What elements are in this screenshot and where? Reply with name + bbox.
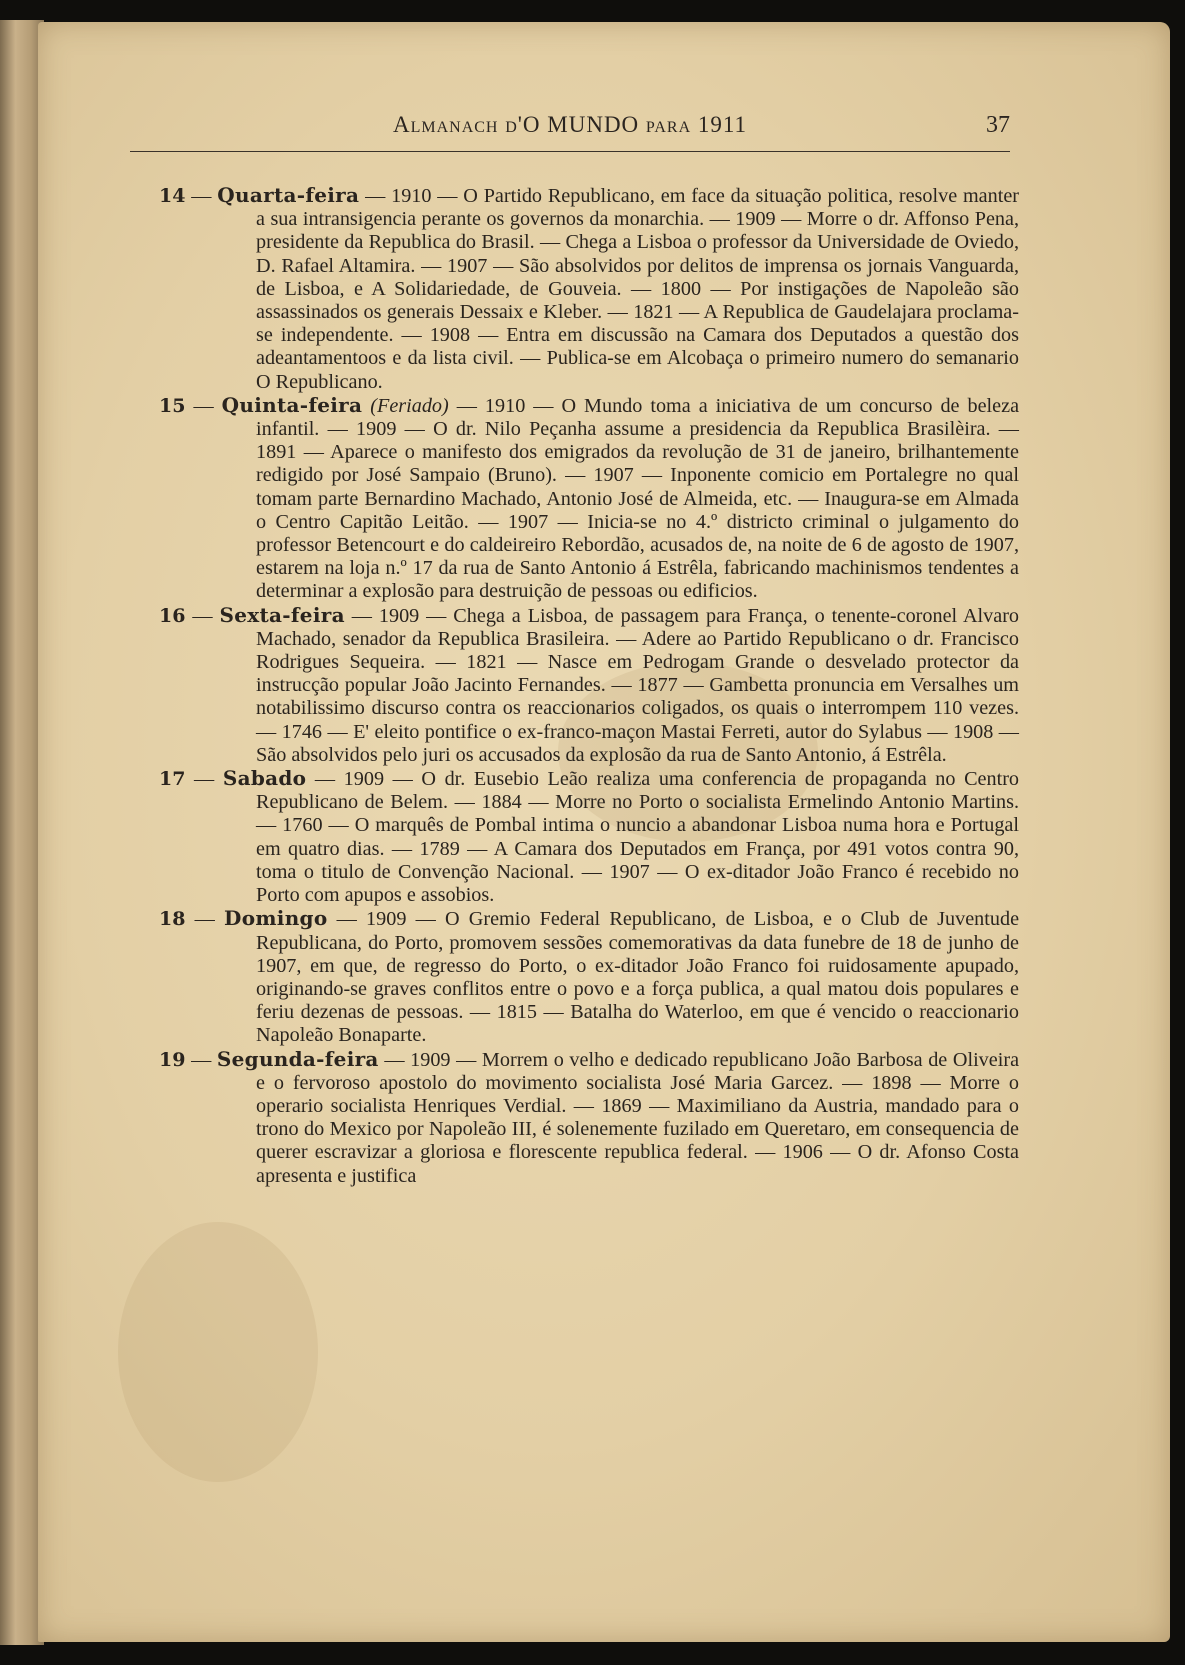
entry-19: 19 — Segunda-feira — 1909 — Morrem o velho e dedicado republicano João Barbosa de Oliveira e o fervoroso apostolo do movimento socialista José Maria Garcez. — 1898 — Morre o operario socialista Henriques Verdial. — 1869 — Maximiliano da Austria, mandado para o trono do Mexico por Napoleão III, é solenemente fuzilado em Queretaro, em consequencia de querer escravizar a gloriosa e florescente republica federal. — 1906 — O dr. Afonso Costa apresenta e justifica (159, 1046, 1020, 1187)
almanac-entries (159, 184, 1019, 1188)
entry-day-number: 16 (159, 604, 186, 627)
header-title: Almanach d'O MUNDO para 1911 (392, 112, 748, 137)
entry-17: 17 — Sabado — 1909 — O dr. Eusebio Leão realiza uma conferencia de propaganda no Centro Republicano de Belem. — 1884 — Morre no Porto o socialista Ermelindo Antonio Martins. — 1760 — O marquês de Pombal intima o nuncio a abandonar Lisboa numa hora e Portugal em quatro dias. — 1789 — A Camara dos Deputados em França, por 491 votos contra 90, toma o titulo de Convenção Nacional. — 1907 — O ex-ditador João Franco é recebido no Porto com apupos e assobios. (159, 766, 1020, 907)
entry-day-number: 19 (159, 1048, 186, 1071)
entry-text: — 1909 — Chega a Lisboa, de passagem para França, o tenente-coronel Alvaro Machado, senador da Republica Brasileira. — Adere ao Partido Republicano o dr. Francisco Rodrigues Sequeira. — 1821 — Nasce em Pedrogam Grande o desvelado protector da instrucção popular João Jacinto Fernandes. — 1877 — Gambetta pronuncia em Versalhes um notabilissimo discurso contra os reaccionarios coligados, os quais o interrompem 110 vezes. — 1746 — E' eleito pontifice o ex-franco-maçon Mastai Ferreti, autor do Sylabus — 1908 — São absolvidos pelo juri os accusados da explosão da rua de Santo Antonio, á Estrêla. (256, 604, 1020, 766)
page-number: 37 (986, 112, 1010, 138)
entry-day-number: 14 (159, 185, 186, 207)
entry-weekday: Quinta-feira (221, 392, 363, 417)
entry-day-number: 18 (159, 908, 186, 931)
entry-weekday: Sexta-feira (219, 602, 345, 627)
entry-weekday: Quarta-feira (217, 183, 360, 207)
entry-weekday: Sabado (222, 766, 307, 791)
running-header (130, 112, 1010, 148)
entry-text: — 1910 — O Partido Republicano, em face da situação politica, resolve manter a sua intransigencia perante os governos da monarchia. — 1909 — Morre o dr. Affonso Pena, presidente da Republica do Brasil. — Chega a Lisboa o professor da Universidade de Oviedo, D. Rafael Altamira. — 1907 — São absolvidos por delitos de imprensa os jornais Vanguarda, de Lisboa, e A Solidariedade, de Gouveia. — 1800 — Por instigações de Napoleão são assassinados os generais Dessaix e Kleber. — 1821 — A Republica de Gaudelajara proclama-se independente. — 1908 — Entra em discussão na Camara dos Deputados a questão dos adeantamentoos e da lista civil. — Publica-se em Alcobaça o primeiro numero do semanario O Republicano. (256, 185, 1020, 393)
entry-day-number: 17 (159, 768, 186, 791)
entry-text: — 1909 — O dr. Eusebio Leão realiza uma conferencia de propaganda no Centro Republicano de Belem. — 1884 — Morre no Porto o socialista Ermelindo Antonio Martins. — 1760 — O marquês de Pombal intima o nuncio a abandonar Lisboa numa hora e Portugal em quatro dias. — 1789 — A Camara dos Deputados em França, por 491 votos contra 90, toma o titulo de Convenção Nacional. — 1907 — O ex-ditador João Franco é recebido no Porto com apupos e assobios. (256, 768, 1020, 907)
header-rule (130, 151, 1010, 152)
entry-text: — 1909 — Morrem o velho e dedicado republicano João Barbosa de Oliveira e o fervoroso apostolo do movimento socialista José Maria Garcez. — 1898 — Morre o operario socialista Henriques Verdial. — 1869 — Maximiliano da Austria, mandado para o trono do Mexico por Napoleão III, é solenemente fuzilado em Queretaro, em consequencia de querer escravizar a gloriosa e florescente republica federal. — 1906 — O dr. Afonso Costa apresenta e justifica (256, 1048, 1020, 1187)
entry-day-number: 15 (159, 394, 186, 417)
entry-18: 18 — Domingo — 1909 — O Gremio Federal Republicano, de Lisboa, e o Club de Juventude Republicana, do Porto, promovem sessões comemorativas da data funebre de 18 de junho de 1907, em que, de regresso do Porto, o ex-ditador João Franco foi ruidosamente apupado, originando-se graves conflitos entre o povo e a força publica, a qual matou dois populares e feriu dezenas de pessoas. — 1815 — Batalha do Waterloo, em que é vencido o reaccionario Napoleão Bonaparte. (159, 906, 1020, 1047)
entry-14: 14 — Quarta-feira — 1910 — O Partido Republicano, em face da situação politica, resolve manter a sua intransigencia perante os governos da monarchia. — 1909 — Morre o dr. Affonso Pena, presidente da Republica do Brasil. — Chega a Lisboa o professor da Universidade de Oviedo, D. Rafael Altamira. — 1907 — São absolvidos por delitos de imprensa os jornais Vanguarda, de Lisboa, e A Solidariedade, de Gouveia. — 1800 — Por instigações de Napoleão são assassinados os generais Dessaix e Kleber. — 1821 — A Republica de Gaudelajara proclama-se independente. — 1908 — Entra em discussão na Camara dos Deputados a questão dos adeantamentoos e da lista civil. — Publica-se em Alcobaça o primeiro numero do semanario O Republicano. (159, 183, 1020, 393)
entry-weekday: Segunda-feira (216, 1046, 379, 1071)
entry-weekday: Domingo (224, 906, 328, 931)
entry-15: 15 — Quinta-feira (Feriado) — 1910 — O Mundo toma a iniciativa de um concurso de beleza infantil. — 1909 — O dr. Nilo Peçanha assume a presidencia da Republica Brasilèira. — 1891 — Aparece o manifesto dos emigrados da revolução de 31 de janeiro, brilhantemente redigido por José Sampaio (Bruno). — 1907 — Inponente comicio em Portalegre no qual tomam parte Bernardino Machado, Antonio José de Almeida, etc. — Inaugura-se em Almada o Centro Capitão Leitão. — 1907 — Inicia-se no 4.º districto criminal o julgamento do professor Betencourt e do caldeireiro Rebordão, acusados de, na noite de 6 de agosto de 1907, estarem na loja n.º 17 da rua de Santo Antonio á Estrêla, fabricando machinismos tendentes a determinar a explosão para destruição de pessoas ou edificios. (159, 392, 1020, 603)
entry-text: — 1909 — O Gremio Federal Republicano, de Lisboa, e o Club de Juventude Republicana, do Porto, promovem sessões comemorativas da data funebre de 18 de junho de 1907, em que, de regresso do Porto, o ex-ditador João Franco foi ruidosamente apupado, originando-se graves conflitos entre o povo e a força publica, a qual matou dois populares e feriu dezenas de pessoas. — 1815 — Batalha do Waterloo, em que é vencido o reaccionario Napoleão Bonaparte. (256, 908, 1020, 1047)
entry-holiday-note: (Feriado) (370, 394, 457, 417)
paper-stain (118, 1222, 318, 1482)
entry-text: — 1910 — O Mundo toma a iniciativa de um concurso de beleza infantil. — 1909 — O dr. Nilo Peçanha assume a presidencia da Republica Brasilèira. — 1891 — Aparece o manifesto dos emigrados da revolução de 31 de janeiro, brilhantemente redigido por José Sampaio (Bruno). — 1907 — Inponente comicio em Portalegre no qual tomam parte Bernardino Machado, Antonio José de Almeida, etc. — Inaugura-se em Almada o Centro Capitão Leitão. — 1907 — Inicia-se no 4.º districto criminal o julgamento do professor Betencourt e do caldeireiro Rebordão, acusados de, na noite de 6 de agosto de 1907, estarem na loja n.º 17 da rua de Santo Antonio á Estrêla, fabricando machinismos tendentes a determinar a explosão para destruição de pessoas ou edificios. (256, 394, 1020, 603)
entry-16: 16 — Sexta-feira — 1909 — Chega a Lisboa, de passagem para França, o tenente-coronel Alvaro Machado, senador da Republica Brasileira. — Adere ao Partido Republicano o dr. Francisco Rodrigues Sequeira. — 1821 — Nasce em Pedrogam Grande o desvelado protector da instrucção popular João Jacinto Fernandes. — 1877 — Gambetta pronuncia em Versalhes um notabilissimo discurso contra os reaccionarios coligados, os quais o interrompem 110 vezes. — 1746 — E' eleito pontifice o ex-franco-maçon Mastai Ferreti, autor do Sylabus — 1908 — São absolvidos pelo juri os accusados da explosão da rua de Santo Antonio, á Estrêla. (159, 602, 1020, 766)
